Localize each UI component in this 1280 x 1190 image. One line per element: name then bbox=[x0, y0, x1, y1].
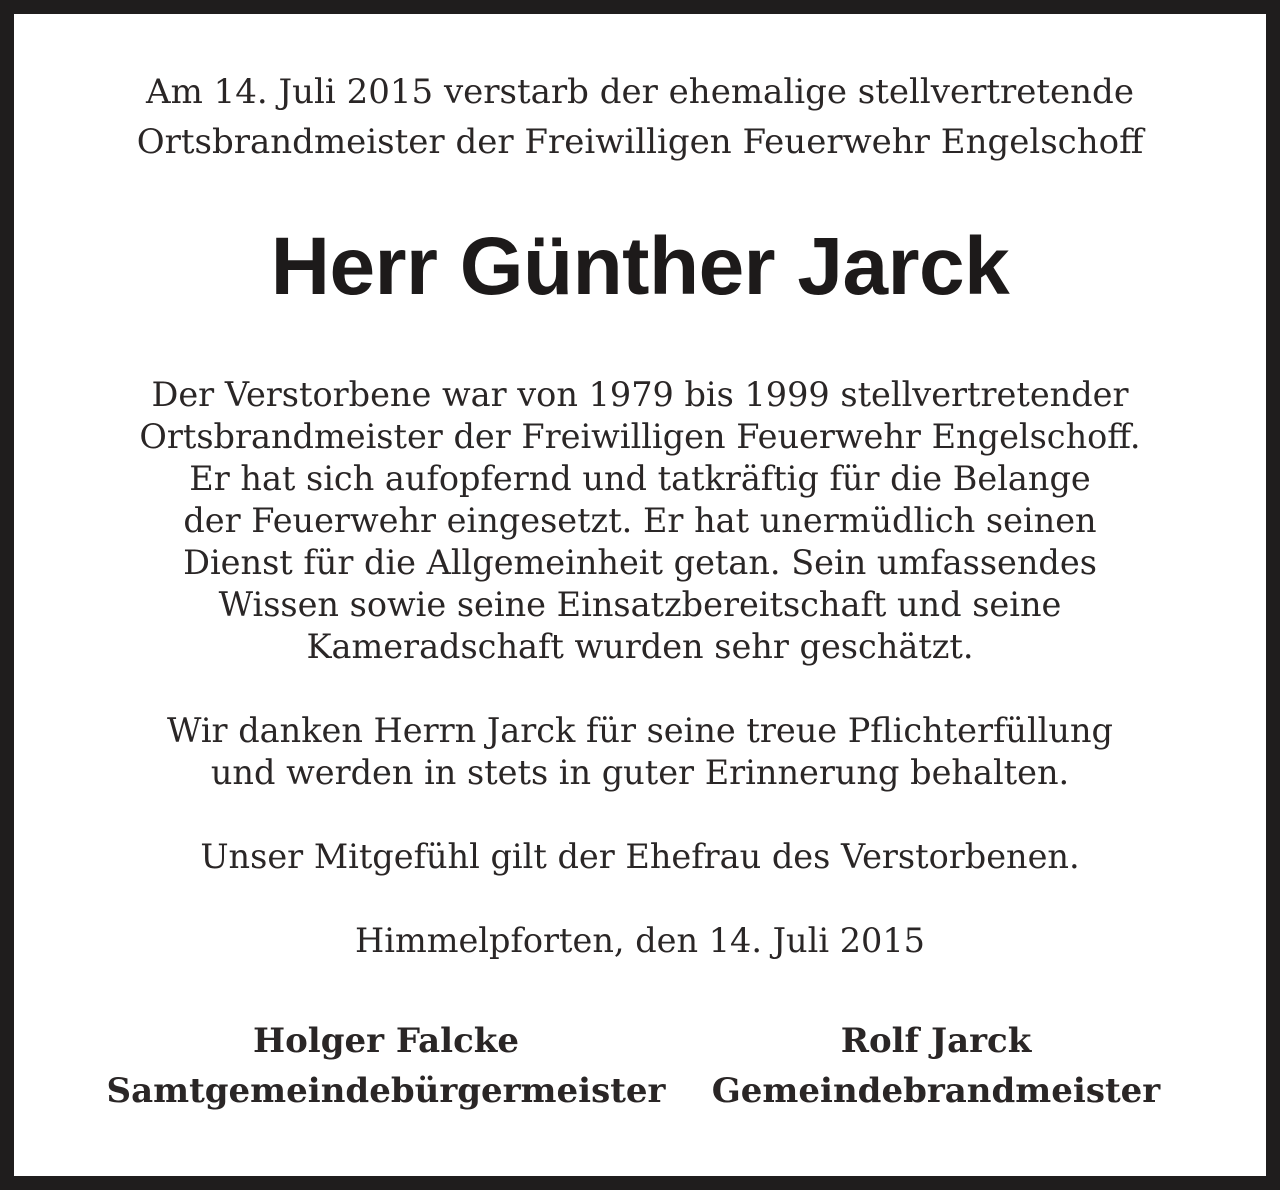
intro-line-2: Ortsbrandmeister der Freiwilligen Feuerwehr Engelschoff bbox=[136, 122, 1144, 162]
paragraph1-line-5: Dienst für die Allgemeinheit getan. Sein umfassendes bbox=[183, 543, 1097, 582]
paragraph1-line-2: Ortsbrandmeister der Freiwilligen Feuerwehr Engelschoff. bbox=[139, 417, 1141, 456]
signature-left-title: Samtgemeindebürgermeister bbox=[106, 1071, 666, 1111]
intro-line-1: Am 14. Juli 2015 verstarb der ehemalige stellvertretende bbox=[146, 72, 1134, 112]
paragraph1-line-6: Wissen sowie seine Einsatzbereitschaft und seine bbox=[218, 585, 1062, 624]
signature-left-name: Holger Falcke bbox=[253, 1021, 519, 1061]
paragraph3-line-1: Unser Mitgefühl gilt der Ehefrau des Verstorbenen. bbox=[200, 837, 1080, 876]
deceased-name: Herr Günther Jarck bbox=[270, 221, 1010, 312]
paragraph2-line-1: Wir danken Herrn Jarck für seine treue Pflichterfüllung bbox=[167, 711, 1113, 750]
place-date: Himmelpforten, den 14. Juli 2015 bbox=[355, 921, 925, 960]
paragraph1-line-3: Er hat sich aufopfernd und tatkräftig für die Belange bbox=[189, 459, 1091, 498]
signature-right-title: Gemeindebrandmeister bbox=[711, 1071, 1161, 1111]
paragraph1-line-1: Der Verstorbene war von 1979 bis 1999 stellvertretender bbox=[151, 375, 1129, 414]
paragraph1-line-7: Kameradschaft wurden sehr geschätzt. bbox=[306, 627, 974, 666]
signature-right-name: Rolf Jarck bbox=[840, 1021, 1032, 1061]
paragraph2-line-2: und werden in stets in guter Erinnerung behalten. bbox=[210, 753, 1070, 792]
paragraph1-line-4: der Feuerwehr eingesetzt. Er hat unermüdlich seinen bbox=[183, 501, 1097, 540]
